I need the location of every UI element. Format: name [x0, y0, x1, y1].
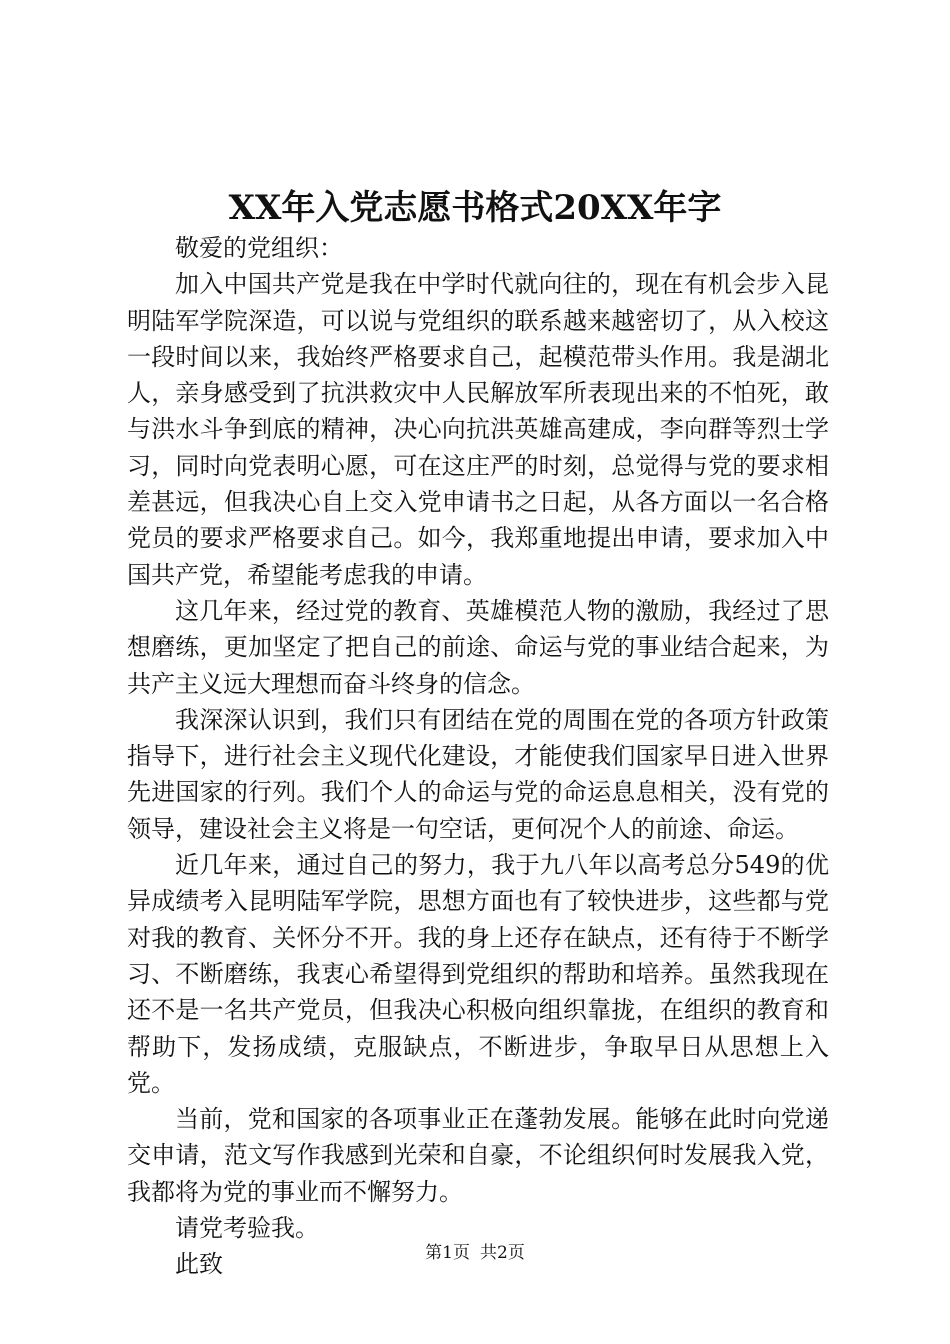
page-total: 共2页 — [480, 1243, 525, 1263]
salutation: 敬爱的党组织： — [175, 234, 343, 262]
closing-line: 请党考验我。 — [175, 1214, 319, 1243]
document-title: XX年入党志愿书格式20XX年字 — [228, 188, 722, 228]
paragraph: 加入中国共产党是我在中学时代就向往的，现在有机会步入昆明陆军学院深造，可以说与党组织的联系越来越密切了，从入校这一段时间以来，我始终严格要求自己，起模范带头作用。我是湖北人，亲身感受到了抗洪救灾中人民解放军所表现出来的不怕死，敢与洪水斗争到底的精神，决心向抗洪英雄高建成，李向群等烈士学习，同时向党表明心愿，可在这庄严的时刻，总觉得与党的要求相差甚远，但我决心自上交入党申请书之日起，从各方面以一名合格党员的要求严格要求自己。如今，我郑重地提出申请，要求加入中国共产党，希望能考虑我的申请。 — [127, 270, 829, 589]
closing-line: 此致 — [175, 1250, 223, 1279]
document-body — [127, 230, 829, 1283]
paragraph: 近几年来，通过自己的努力，我于九八年以高考总分549的优异成绩考入昆明陆军学院，思想方面也有了较快进步，这些都与党对我的教育、关怀分不开。我的身上还存在缺点，还有待于不断学习、不断磨练，我衷心希望得到党组织的帮助和培养。虽然我现在还不是一名共产党员，但我决心积极向组织靠拢，在组织的教育和帮助下，发扬成绩，克服缺点，不断进步，争取早日从思想上入党。 — [127, 851, 829, 1097]
paragraph: 这几年来，经过党的教育、英雄模范人物的激励，我经过了思想磨练，更加坚定了把自己的前途、命运与党的事业结合起来，为共产主义远大理想而奋斗终身的信念。 — [127, 596, 829, 698]
page-number: 第1页 — [425, 1243, 470, 1263]
page-footer — [0, 1241, 950, 1265]
paragraph: 当前，党和国家的各项事业正在蓬勃发展。能够在此时向党递交申请，范文写作我感到光荣和自豪，不论组织何时发展我入党，我都将为党的事业而不懈努力。 — [127, 1105, 829, 1206]
paragraph: 我深深认识到，我们只有团结在党的周围在党的各项方针政策指导下，进行社会主义现代化建设，才能使我们国家早日进入世界先进国家的行列。我们个人的命运与党的命运息息相关，没有党的领导，建设社会主义将是一句空话，更何况个人的前途、命运。 — [127, 705, 829, 843]
